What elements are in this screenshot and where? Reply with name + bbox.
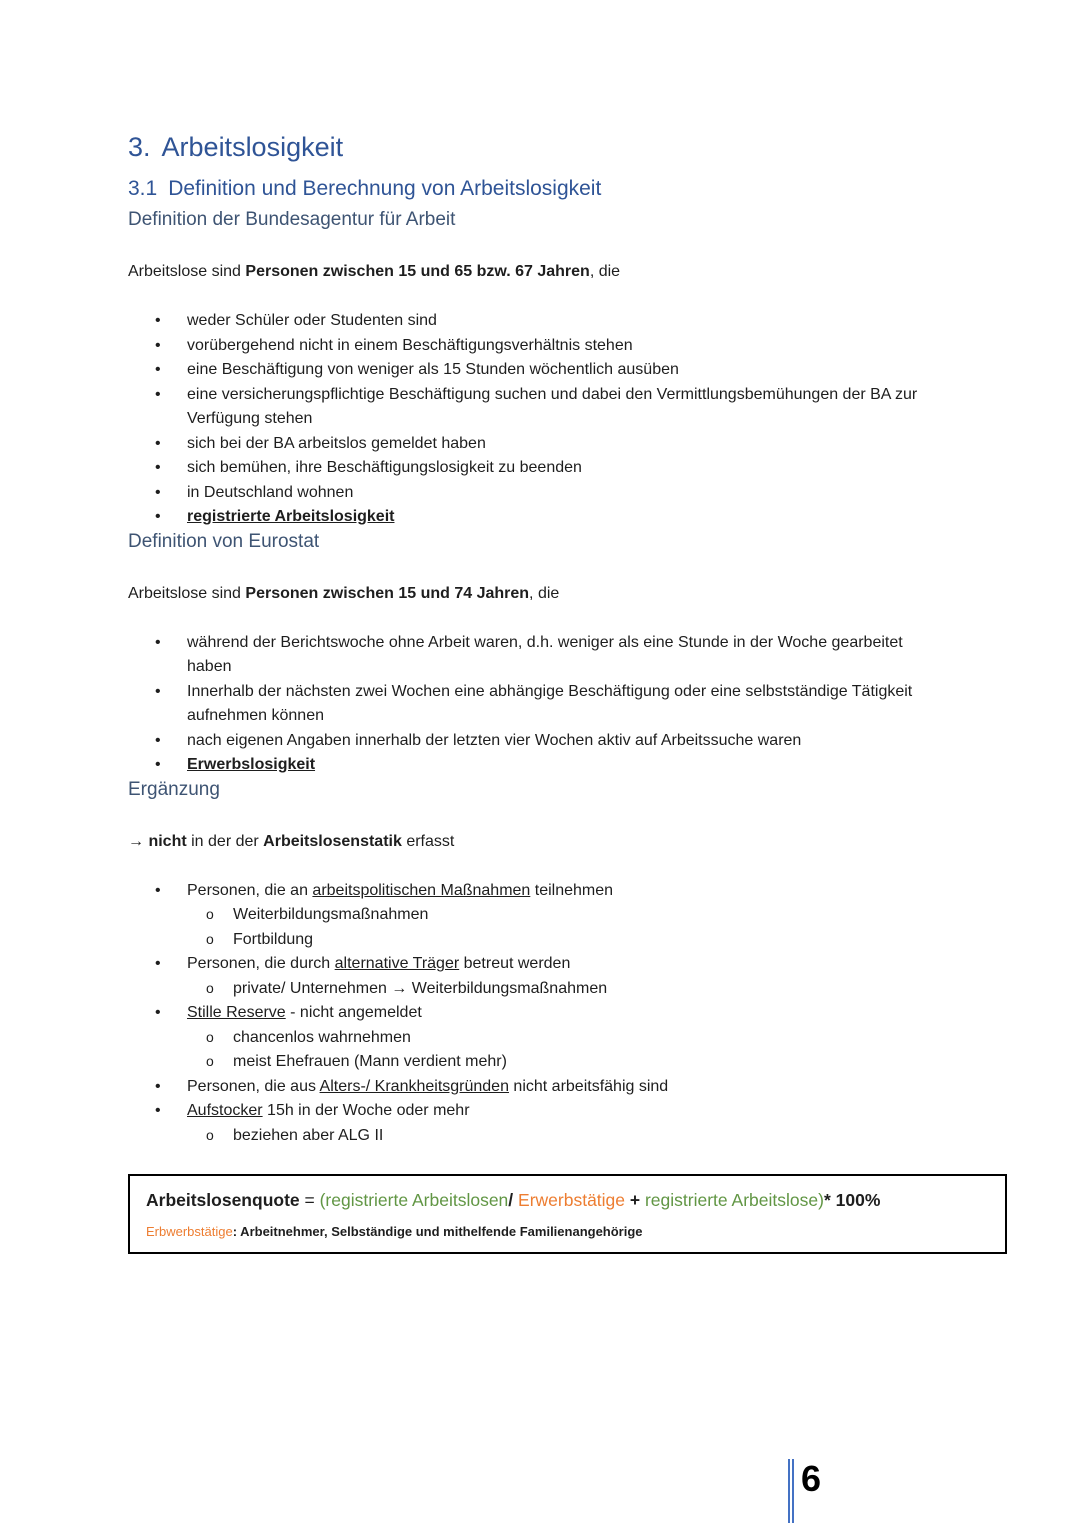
bullet-marker: • — [155, 483, 161, 501]
page-title-number: 3. — [128, 132, 151, 162]
bullet-item — [128, 1075, 942, 1100]
bullet-item — [128, 432, 942, 457]
bullet-item — [128, 1001, 942, 1075]
bullet-item — [128, 879, 942, 953]
subsection-heading: Definition von Eurostat — [128, 530, 320, 552]
text-run: Personen, die an — [187, 881, 313, 899]
page-number: 6 — [801, 1458, 822, 1499]
text-run: eine Beschäftigung von weniger als 15 Stunden wöchentlich ausüben — [187, 361, 679, 378]
sub-bullet-list — [187, 903, 942, 952]
text-run: in Deutschland wohnen — [187, 483, 354, 501]
sub-bullet-list — [187, 977, 942, 1002]
sub-bullet-item — [187, 1026, 942, 1051]
bullet-marker: • — [155, 1077, 161, 1095]
text-run: * 100% — [823, 1190, 881, 1210]
text-run: Personen zwischen 15 und 65 bzw. 67 Jahren — [245, 263, 590, 280]
sub-bullet-item — [187, 977, 942, 1002]
text-run: nicht — [148, 832, 187, 850]
sub-bullet-item — [187, 928, 942, 953]
page-title — [128, 131, 1007, 163]
text-run: nicht arbeitsfähig sind — [508, 1077, 669, 1095]
bullet-item — [128, 505, 942, 530]
text-run: (registrierte Arbeitslosen — [319, 1190, 509, 1210]
formula-line — [146, 1189, 989, 1211]
text-run: registrierte Arbeitslose) — [644, 1190, 824, 1210]
formula-box — [128, 1174, 1007, 1254]
sub-bullet-marker: o — [206, 1053, 214, 1069]
page-number-bar — [788, 1459, 794, 1523]
document-sections — [128, 208, 1007, 1148]
text-run: während der Berichtswoche ohne Arbeit waren, d.h. weniger als eine Stunde in der Woche gearbeitet haben — [187, 633, 903, 675]
bullet-item — [128, 631, 942, 680]
text-run: Weiterbildungsmaßnahmen — [233, 906, 429, 923]
sub-bullet-item — [187, 1050, 942, 1075]
page-title-text: Arbeitslosigkeit — [161, 132, 344, 162]
text-run: sich bei der BA arbeitslos gemeldet haben — [187, 434, 486, 452]
text-run: meist Ehefrauen (Mann verdient mehr) — [233, 1053, 507, 1070]
intro-paragraph — [128, 259, 1007, 284]
text-run: Innerhalb der nächsten zwei Wochen eine abhängige Beschäftigung oder eine selbstständige Tätigkeit aufnehmen können — [187, 682, 913, 724]
sub-bullet-marker: o — [206, 1126, 214, 1143]
bullet-marker: • — [155, 385, 161, 403]
bullet-marker: • — [155, 1004, 161, 1021]
bullet-marker: • — [155, 508, 161, 525]
text-run: eine versicherungspflichtige Beschäftigung suchen und dabei den Vermittlungsbemühungen der BA zur Verfügung stehen — [187, 385, 918, 427]
bullet-marker: • — [155, 434, 161, 452]
sub-bullet-marker: o — [206, 906, 214, 922]
bullet-marker: • — [155, 881, 161, 899]
text-run: nach eigenen Angaben innerhalb der letzten vier Wochen aktiv auf Arbeitssuche waren — [187, 731, 802, 749]
text-run: beziehen aber ALG II — [233, 1126, 384, 1144]
text-run: = — [299, 1190, 320, 1210]
subsection-heading: Ergänzung — [128, 778, 220, 800]
bullet-marker: • — [155, 756, 161, 773]
sub-bullet-marker: o — [206, 979, 214, 996]
bullet-item — [128, 680, 942, 729]
text-run: Fortbildung — [233, 930, 314, 948]
text-run: Arbeitslosenquote — [146, 1190, 300, 1210]
text-run: Stille Reserve — [187, 1004, 286, 1021]
text-run: Erbwerbstätige — [146, 1224, 233, 1239]
sub-bullet-item — [187, 1124, 942, 1149]
text-run: Personen, die durch — [187, 955, 335, 972]
section-heading-number: 3.1 — [128, 177, 158, 200]
text-run: + — [625, 1190, 645, 1210]
text-run: arbeitspolitischen Maßnahmen — [312, 881, 531, 899]
bullet-marker: • — [155, 633, 161, 651]
text-run: - nicht angemeldet — [285, 1004, 422, 1021]
bullet-item — [128, 334, 942, 359]
text-run: Erwerbstätige — [518, 1190, 626, 1210]
arrow-note — [128, 829, 1007, 854]
bullet-list — [128, 309, 1007, 530]
formula-note — [146, 1224, 989, 1240]
content-section — [128, 778, 1007, 1149]
bullet-marker: • — [155, 731, 161, 749]
bullet-marker: • — [155, 682, 161, 700]
content-section — [128, 530, 1007, 778]
bullet-marker: • — [155, 459, 161, 476]
text-run: chancenlos wahrnehmen — [233, 1028, 411, 1046]
text-run: Alters-/ Krankheitsgründen — [319, 1077, 509, 1095]
text-run: 15h in der Woche oder mehr — [262, 1102, 470, 1119]
intro-paragraph — [128, 581, 1007, 606]
bullet-item — [128, 753, 942, 778]
text-run: weder Schüler oder Studenten sind — [187, 312, 437, 329]
text-run: private/ Unternehmen → Weiterbildungsmaßnahmen — [233, 979, 608, 997]
bullet-item — [128, 952, 942, 1001]
bullet-marker: • — [155, 312, 161, 329]
bullet-list — [128, 631, 1007, 778]
text-run: Aufstocker — [187, 1102, 263, 1119]
text-run: Arbeitslose sind — [128, 584, 246, 602]
bullet-marker: • — [155, 361, 161, 378]
text-run: teilnehmen — [530, 881, 614, 899]
section-heading-text: Definition und Berechnung von Arbeitslosigkeit — [168, 177, 602, 200]
bullet-list — [128, 879, 1007, 1149]
text-run: , die — [589, 263, 621, 280]
bullet-item — [128, 481, 942, 506]
text-run: Arbeitslosenstatik — [263, 832, 402, 850]
sub-bullet-marker: o — [206, 930, 214, 947]
text-run: Arbeitslose sind — [128, 263, 246, 280]
text-run: , die — [529, 584, 560, 602]
sub-bullet-marker: o — [206, 1028, 214, 1045]
section-heading — [128, 176, 1007, 202]
sub-bullet-list — [187, 1124, 942, 1149]
text-run: / — [508, 1190, 519, 1210]
content-section — [128, 208, 1007, 530]
text-run: erfasst — [401, 832, 455, 850]
text-run: alternative Träger — [334, 955, 460, 972]
bullet-marker: • — [155, 955, 161, 972]
text-run: Personen zwischen 15 und 74 Jahren — [245, 584, 530, 602]
text-run: vorübergehend nicht in einem Beschäftigungsverhältnis stehen — [187, 336, 633, 354]
text-run: in der der — [186, 832, 264, 850]
bullet-item — [128, 456, 942, 481]
subsection-heading: Definition der Bundesagentur für Arbeit — [128, 209, 456, 230]
text-run: betreut werden — [459, 955, 571, 972]
bullet-marker: • — [155, 1102, 161, 1119]
bullet-item — [128, 309, 942, 334]
bullet-item — [128, 1099, 942, 1148]
sub-bullet-list — [187, 1026, 942, 1075]
bullet-item — [128, 729, 942, 754]
bullet-item — [128, 383, 942, 432]
text-run: → — [128, 832, 149, 850]
text-run: Erwerbslosigkeit — [187, 756, 316, 773]
sub-bullet-item — [187, 903, 942, 928]
bullet-item — [128, 358, 942, 383]
text-run: Personen, die aus — [187, 1077, 320, 1095]
text-run: : Arbeitnehmer, Selbständige und mithelfende Familienangehörige — [232, 1224, 643, 1239]
bullet-marker: • — [155, 336, 161, 354]
text-run: sich bemühen, ihre Beschäftigungslosigkeit zu beenden — [187, 459, 582, 476]
text-run: registrierte Arbeitslosigkeit — [187, 508, 395, 525]
